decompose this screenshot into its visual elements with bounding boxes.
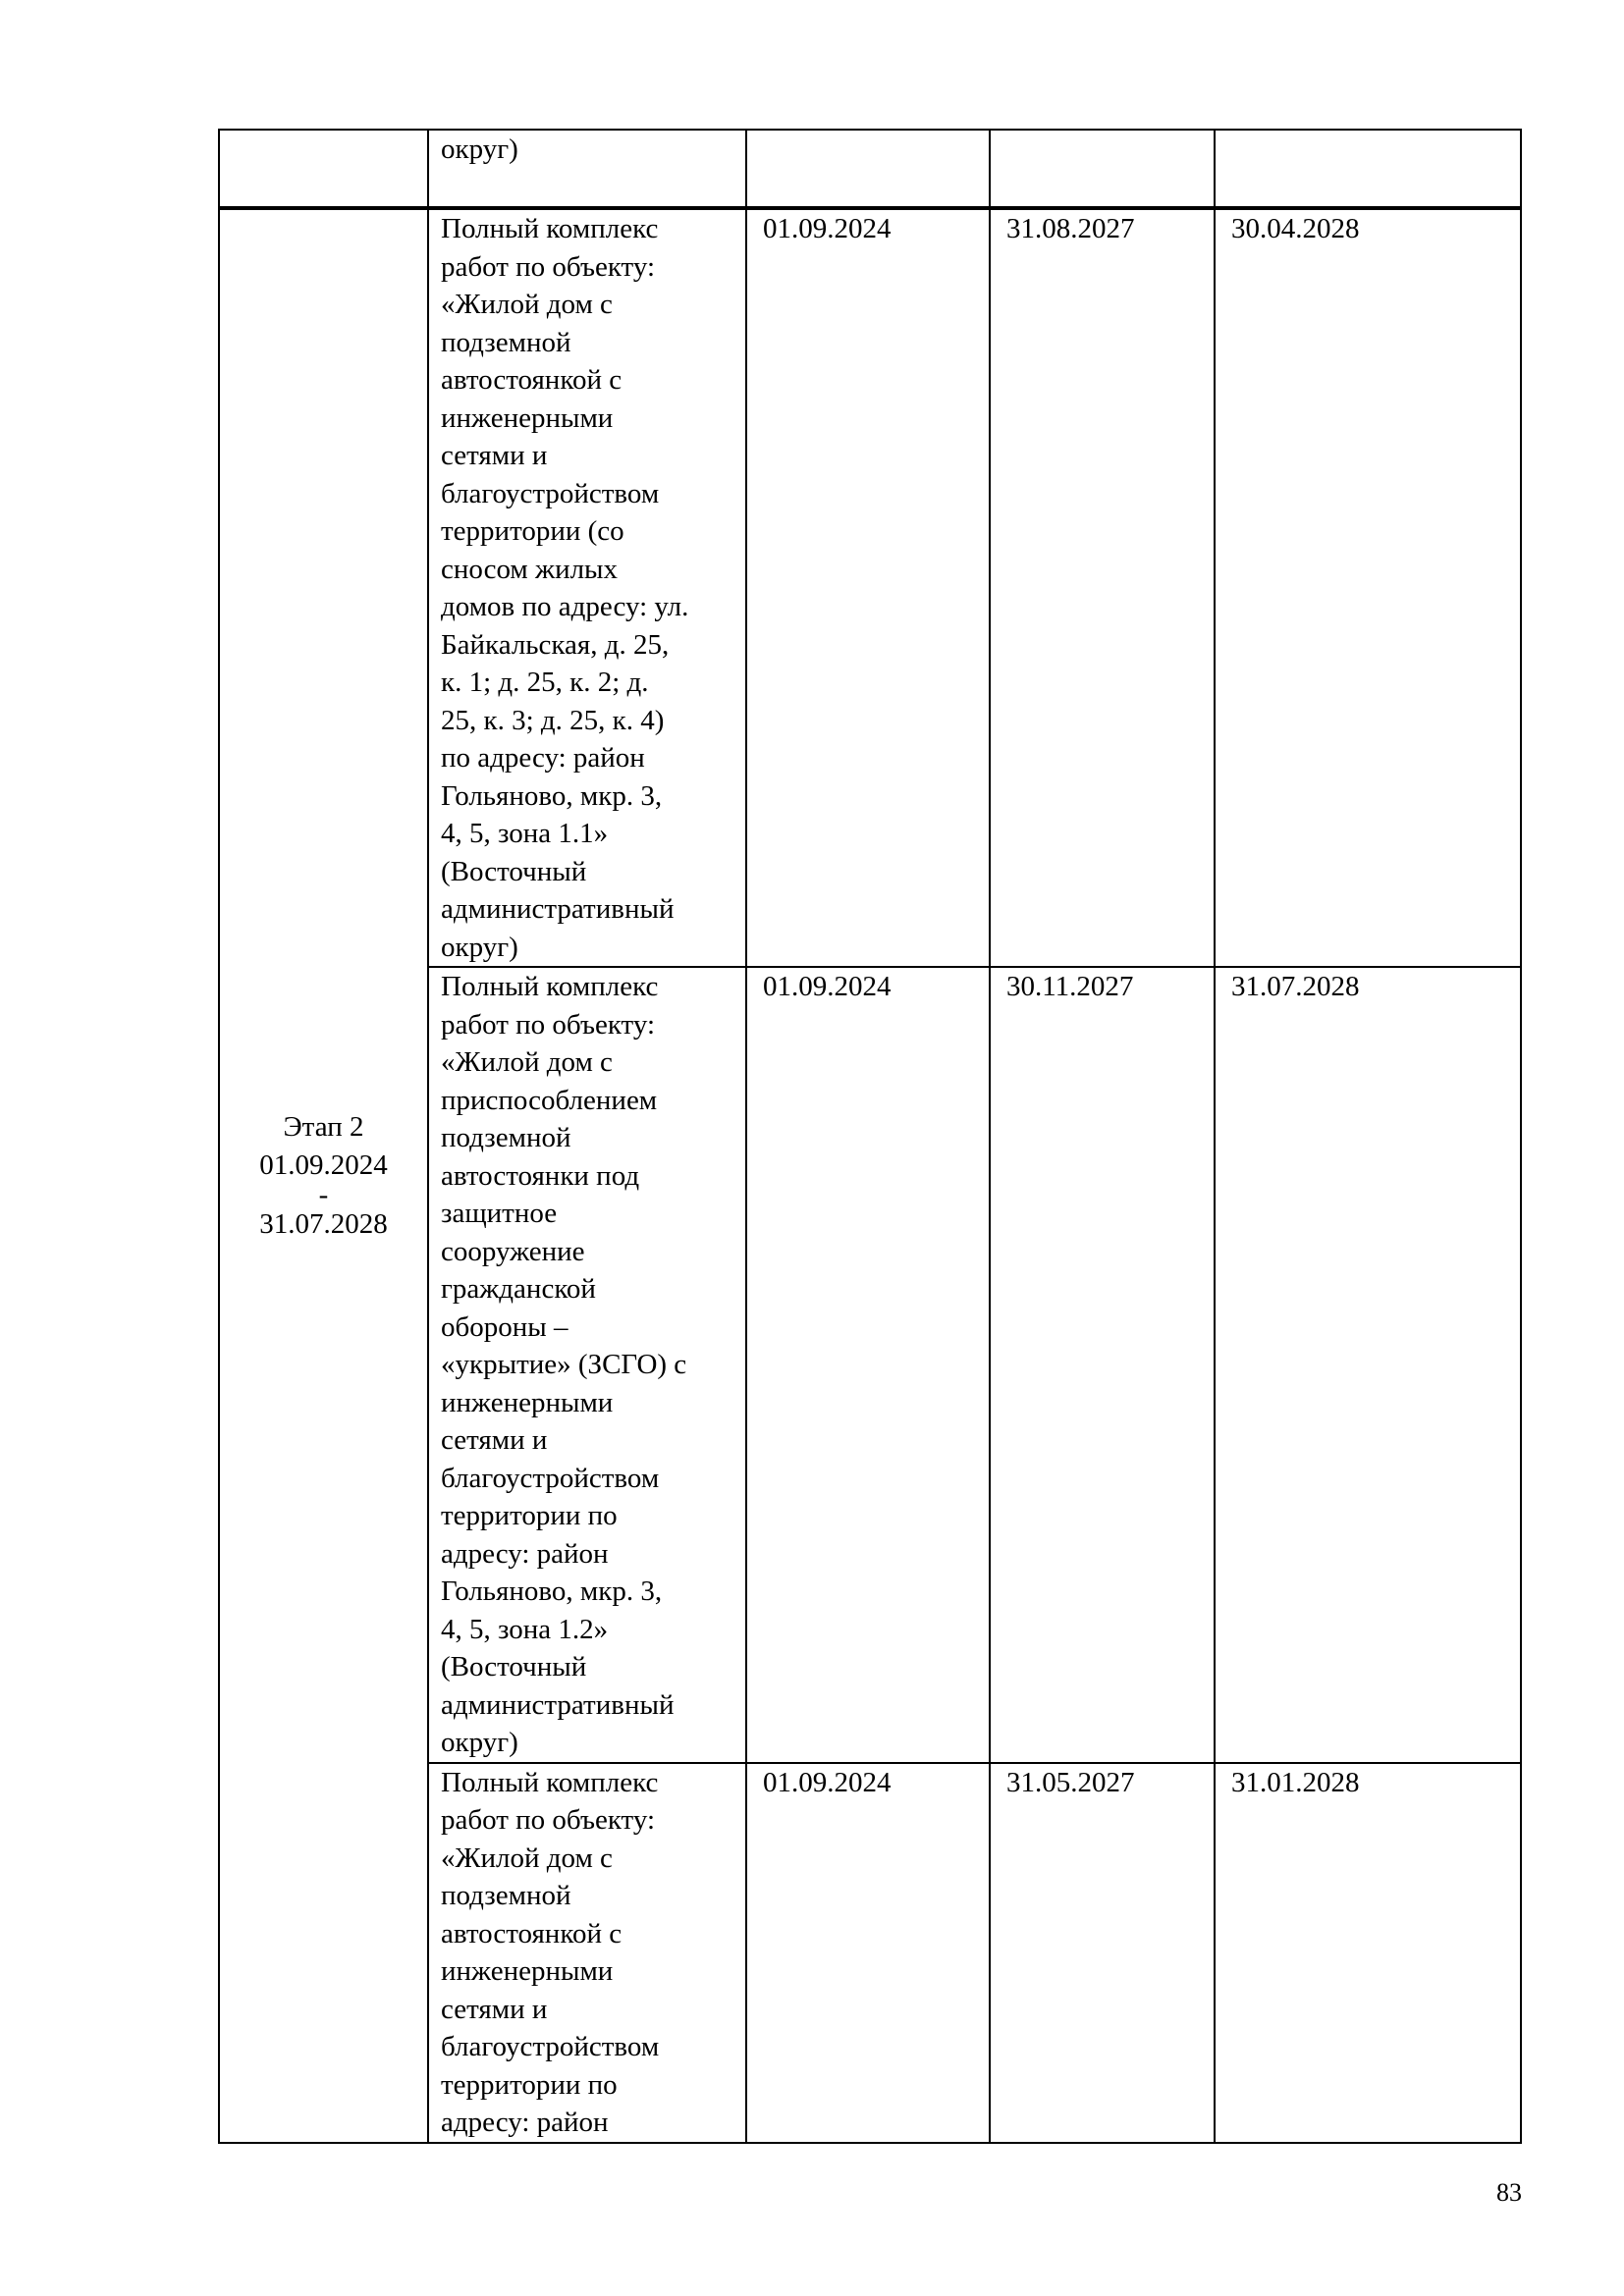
table-row [219,130,1521,208]
stage-cell-empty [219,130,428,208]
stage-label: Этап 2 [283,1111,364,1143]
stage-end-date: 31.07.2028 [259,1208,388,1240]
stage-date-separator: - [318,1179,329,1210]
stage-cell [219,208,428,2143]
start-date: 01.09.2024 [746,967,990,1763]
deadline-date: 31.07.2028 [1215,967,1521,1763]
finish-date [990,130,1215,208]
deadline-date: 30.04.2028 [1215,208,1521,967]
work-description: Полный комплекс работ по объекту: «Жилой дом с приспособлением подземной автостоянки под защитное сооружение гражданской обороны – «укрытие» (ЗСГО) с инженерными сетями и благоустройством территории по адресу: район Гольяново, мкр. 3, 4, 5, зона 1.2» (Восточный административный округ) [428,967,746,1763]
stage-start-date: 01.09.2024 [259,1148,388,1181]
start-date [746,130,990,208]
work-description: Полный комплекс работ по объекту: «Жилой дом с подземной автостоянкой с инженерными сетями и благоустройством территории по адресу: район [428,1763,746,2143]
schedule-table [218,129,1522,2144]
finish-date: 31.08.2027 [990,208,1215,967]
start-date: 01.09.2024 [746,208,990,967]
work-description: округ) [428,130,746,208]
table-row [219,208,1521,967]
page-number: 83 [1496,2178,1522,2207]
finish-date: 31.05.2027 [990,1763,1215,2143]
deadline-date [1215,130,1521,208]
deadline-date: 31.01.2028 [1215,1763,1521,2143]
finish-date: 30.11.2027 [990,967,1215,1763]
start-date: 01.09.2024 [746,1763,990,2143]
work-description: Полный комплекс работ по объекту: «Жилой дом с подземной автостоянкой с инженерными сетями и благоустройством территории (со сносом жилых домов по адресу: ул. Байкальская, д. 25, к. 1; д. 25, к. 2; д. 25, к. 3; д. 25, к. 4) по адресу: район Гольяново, мкр. 3, 4, 5, зона 1.1» (Восточный административный округ) [428,208,746,967]
